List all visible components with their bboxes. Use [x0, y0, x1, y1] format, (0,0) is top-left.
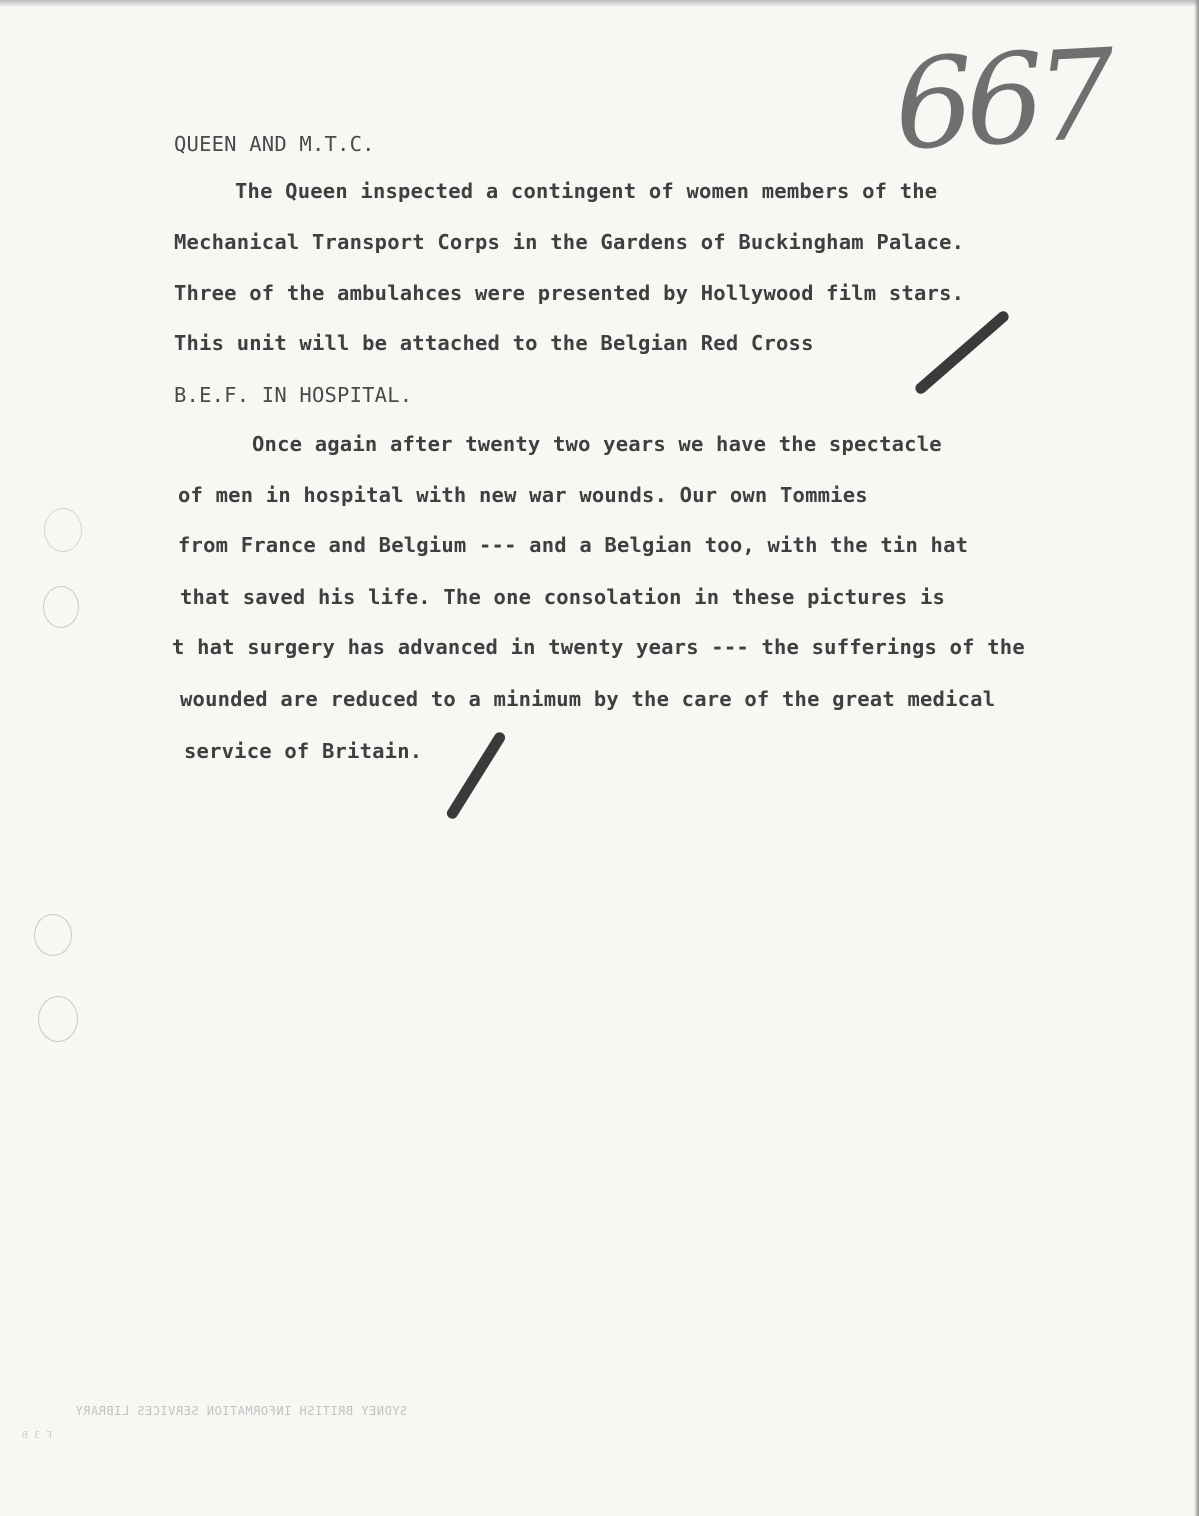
body-line-3: Three of the ambulahces were presented by Hollywood film stars. [174, 281, 965, 305]
body-line-2: Mechanical Transport Corps in the Gardens of Buckingham Palace. [174, 230, 965, 254]
punch-hole-1 [44, 508, 82, 552]
body-line-5: Once again after twenty two years we have the spectacle [252, 432, 942, 456]
body-line-4: This unit will be attached to the Belgian Red Cross [174, 331, 814, 355]
body-line-6: of men in hospital with new war wounds. Our own Tommies [178, 483, 868, 507]
pencil-end-mark-1 [913, 309, 1011, 396]
library-stamp-reversed: SYDNEY BRITISH INFORMATION SERVICES LIBRARY [75, 1404, 408, 1418]
body-line-11: service of Britain. [184, 739, 423, 763]
library-code-reversed: F 3 B [22, 1430, 53, 1441]
heading-bef-in-hospital: B.E.F. IN HOSPITAL. [174, 383, 413, 407]
body-line-7: from France and Belgium --- and a Belgian too, with the tin hat [178, 533, 969, 557]
heading-queen-and-mtc: QUEEN AND M.T.C. [174, 132, 375, 156]
page-top-edge [0, 0, 1199, 7]
punch-hole-4 [38, 996, 78, 1042]
pencil-end-mark-2 [445, 730, 507, 821]
punch-hole-3 [34, 914, 72, 956]
body-line-8: that saved his life. The one consolation in these pictures is [180, 585, 946, 609]
body-line-1: The Queen inspected a contingent of women members of the [235, 179, 938, 203]
body-line-9: t hat surgery has advanced in twenty years --- the sufferings of the [172, 635, 1025, 659]
page-right-edge [1194, 0, 1199, 1516]
body-line-10: wounded are reduced to a minimum by the care of the great medical [180, 687, 996, 711]
handwritten-folio-number: 667 [891, 23, 1111, 179]
punch-hole-2 [43, 586, 79, 628]
